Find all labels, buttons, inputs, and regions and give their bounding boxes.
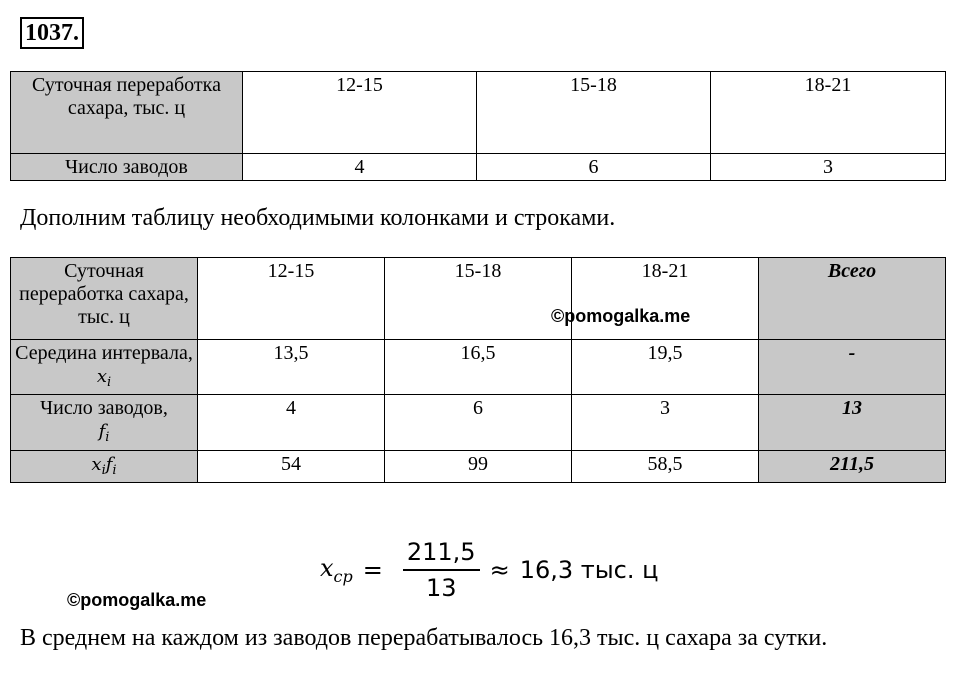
table-row [11, 451, 946, 483]
data-table-extended [10, 257, 946, 483]
formula-equals: = [362, 556, 383, 584]
table-row [11, 258, 946, 340]
product-sub-x: i [101, 463, 106, 478]
formula-sub: ср [333, 567, 353, 586]
formula-fraction [403, 538, 480, 602]
midpoint-sub: i [106, 375, 112, 390]
table-row [11, 340, 946, 395]
conclusion-paragraph: В среднем на каждом из заводов перерабатывалось 16,3 тыс. ц сахара за сутки. [20, 625, 828, 651]
factories-label-cell: Число заводов [11, 154, 243, 181]
watermark: ©pomogalka.me [551, 306, 691, 326]
interval-cell: 15-18 [385, 258, 572, 340]
problem-number: 1037. [20, 17, 84, 49]
header-label-cell: Суточная переработка сахара, тыс. ц [11, 258, 198, 340]
table-row [11, 154, 946, 181]
midpoint-total-cell: - [759, 340, 946, 395]
interval-cell: 18-21 [572, 258, 759, 340]
formula-result: 16,3 тыс. ц [519, 556, 659, 584]
count-label-text: Число заводов, [40, 397, 168, 419]
count-cell: 6 [477, 154, 711, 181]
product-cell: 99 [385, 451, 572, 483]
header-label-cell: Суточная переработка сахара, тыс. ц [11, 72, 243, 154]
product-label-cell [11, 451, 198, 483]
count-cell: 3 [572, 395, 759, 451]
count-cell: 3 [711, 154, 946, 181]
interval-cell: 12-15 [198, 258, 385, 340]
formula-approx: ≈ [489, 556, 510, 584]
product-cell: 54 [198, 451, 385, 483]
count-label-cell [11, 395, 198, 451]
product-var-f: f [105, 454, 113, 475]
mean-formula [320, 535, 658, 605]
watermark: ©pomogalka.me [67, 590, 207, 610]
count-cell: 4 [243, 154, 477, 181]
product-total-cell: 211,5 [759, 451, 946, 483]
midpoint-cell: 19,5 [572, 340, 759, 395]
midpoint-label-text: Середина интервала, [15, 342, 193, 364]
total-header-cell: Всего [759, 258, 946, 340]
midpoint-var: x [96, 366, 107, 387]
product-cell: 58,5 [572, 451, 759, 483]
midpoint-cell: 13,5 [198, 340, 385, 395]
count-total-cell: 13 [759, 395, 946, 451]
interval-cell: 12-15 [243, 72, 477, 154]
count-var: f [98, 421, 106, 442]
intro-paragraph: Дополним таблицу необходимыми колонками и строками. [20, 205, 616, 231]
data-table-initial [10, 71, 946, 181]
count-cell: 4 [198, 395, 385, 451]
midpoint-cell: 16,5 [385, 340, 572, 395]
midpoint-label-cell [11, 340, 198, 395]
product-var-x: x [91, 454, 102, 475]
formula-numerator: 211,5 [403, 538, 480, 571]
interval-cell: 18-21 [711, 72, 946, 154]
count-sub: i [105, 430, 110, 445]
count-cell: 6 [385, 395, 572, 451]
table-row [11, 72, 946, 154]
product-sub-f: i [112, 463, 117, 478]
formula-denominator: 13 [425, 574, 457, 602]
interval-cell: 15-18 [477, 72, 711, 154]
table-row [11, 395, 946, 451]
formula-var: $x_{ср}$ [320, 554, 353, 586]
